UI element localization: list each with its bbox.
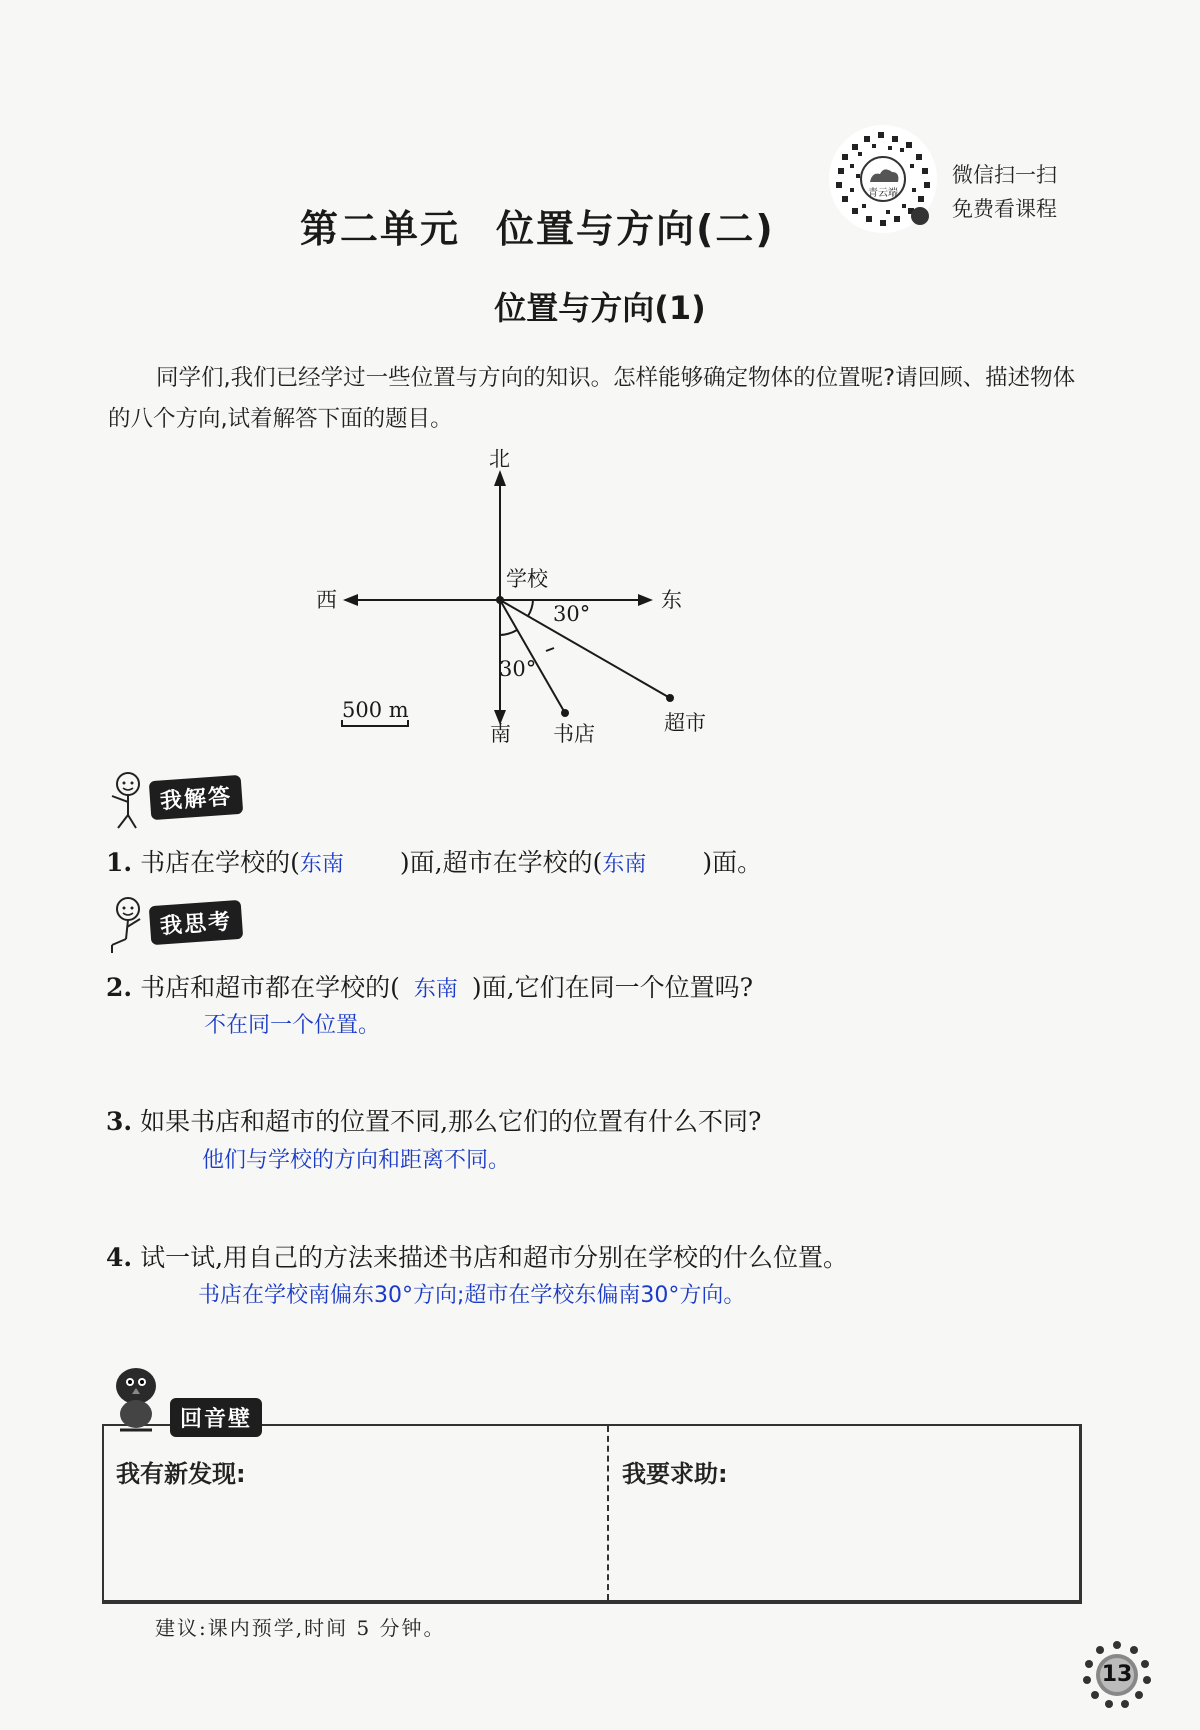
supermarket-point	[666, 694, 674, 702]
angle-arc-east	[528, 600, 533, 616]
qr-badge-text: 青云端	[868, 188, 898, 199]
east-label: 东	[661, 588, 682, 612]
kid-icon	[106, 770, 150, 830]
bookstore-point	[561, 709, 569, 717]
intro-paragraph: 同学们,我们已经学过一些位置与方向的知识。怎样能够确定物体的位置呢?请回顾、描述物体的八个方向,试着解答下面的题目。	[108, 365, 1076, 432]
echo-wall-divider	[607, 1426, 609, 1600]
east-arrow	[638, 594, 653, 606]
question-1-text-a: 书店在学校的(	[140, 848, 300, 877]
question-3-answer[interactable]: 他们与学校的方向和距离不同。	[202, 1148, 511, 1173]
qr-code-graphic	[828, 124, 938, 234]
angle-east-label: 30°	[553, 602, 591, 626]
compass-diagram	[0, 440, 1200, 760]
question-1	[106, 843, 762, 879]
north-arrow	[494, 470, 506, 486]
supermarket-label: 超市	[664, 711, 706, 735]
qr-caption-line2: 免费看课程	[952, 197, 1057, 221]
bird-icon	[100, 1356, 170, 1436]
think-section-badge	[106, 895, 266, 945]
unit-title	[300, 198, 775, 253]
page-number-badge	[1082, 1640, 1152, 1710]
answer-section-label: 我解答	[149, 775, 244, 820]
question-2-text-b: )面,它们在同一个位置吗?	[471, 973, 753, 1002]
question-2-number: 2.	[106, 973, 133, 1002]
lesson-title: 位置与方向(1)	[494, 289, 706, 327]
qr-caption-line1: 微信扫一扫	[952, 163, 1057, 187]
question-4-answer[interactable]: 书店在学校南偏东30°方向;超市在学校东偏南30°方向。	[198, 1283, 746, 1308]
school-point	[496, 596, 504, 604]
think-section-label: 我思考	[149, 900, 244, 945]
echo-section-label: 回音壁	[170, 1398, 262, 1437]
question-2-answer-blank[interactable]: 东南	[413, 977, 458, 1002]
kid-thinking-icon	[106, 895, 150, 955]
question-1-answer-1[interactable]: 东南	[299, 852, 344, 877]
school-label: 学校	[506, 567, 548, 591]
west-label: 西	[316, 588, 337, 612]
question-2-answer[interactable]: 不在同一个位置。	[204, 1013, 381, 1038]
answer-section-badge	[106, 770, 266, 820]
bookstore-label: 书店	[553, 722, 595, 746]
scale-label: 500 m	[342, 698, 409, 722]
question-2	[106, 968, 753, 1004]
suggestion-note: 建议:课内预学,时间 5 分钟。	[155, 1616, 446, 1640]
question-3-text: 如果书店和超市的位置不同,那么它们的位置有什么不同?	[140, 1107, 762, 1136]
echo-section-badge	[100, 1356, 280, 1436]
qr-code[interactable]	[828, 124, 938, 234]
echo-right-label: 我要求助:	[622, 1460, 728, 1488]
question-1-answer-2[interactable]: 东南	[602, 852, 647, 877]
qr-caption	[952, 158, 1057, 226]
question-3	[106, 1102, 761, 1138]
unit-title-topic: 位置与方向(二)	[496, 207, 775, 251]
question-1-text-b: )面,超市在学校的(	[399, 848, 603, 877]
bookstore-tick	[546, 648, 554, 651]
question-4-text: 试一试,用自己的方法来描述书店和超市分别在学校的什么位置。	[140, 1243, 849, 1272]
angle-south-label: 30°	[499, 657, 537, 681]
question-1-text-c: )面。	[702, 848, 763, 877]
unit-title-number: 第二单元	[300, 207, 461, 251]
question-4	[106, 1238, 848, 1274]
south-label: 南	[490, 722, 511, 746]
echo-left-label: 我有新发现:	[116, 1460, 246, 1488]
page-number: 13	[1101, 1662, 1133, 1687]
angle-arc-south	[500, 630, 517, 635]
north-label: 北	[489, 447, 510, 471]
echo-wall-box	[102, 1424, 1082, 1604]
question-3-number: 3.	[106, 1107, 133, 1136]
question-4-number: 4.	[106, 1243, 133, 1272]
question-1-number: 1.	[106, 848, 133, 877]
west-arrow	[343, 594, 358, 606]
question-2-text-a: 书店和超市都在学校的(	[140, 973, 400, 1002]
